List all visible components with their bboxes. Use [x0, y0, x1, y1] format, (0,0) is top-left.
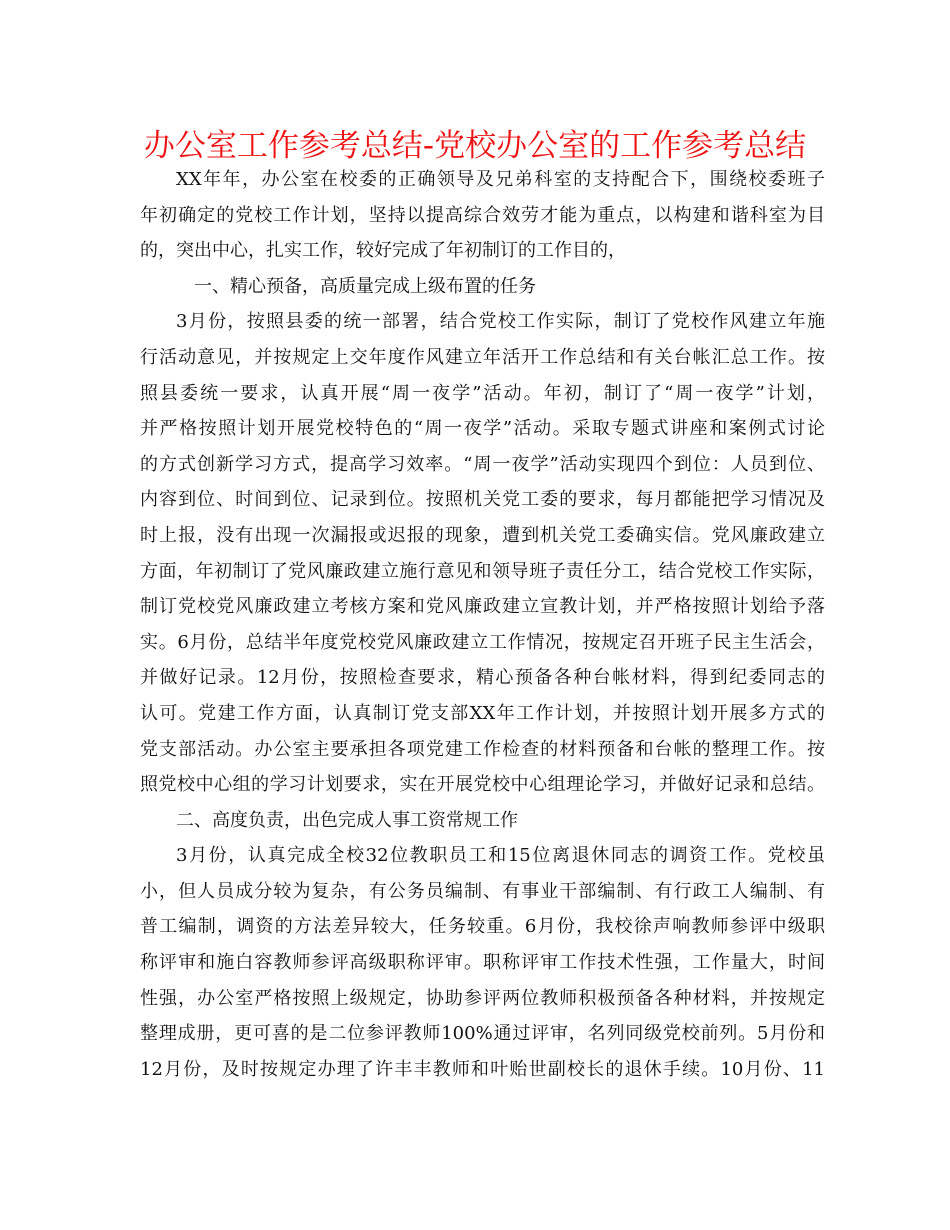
paragraph-line: 行活动意见，并按规定上交年度作风建立年活开工作总结和有关台帐汇总工作。按 — [140, 346, 825, 368]
paragraph-line: 3月份，按照县委的统一部署，结合党校工作实际，制订了党校作风建立年施 — [176, 311, 825, 333]
paragraph-line: 时上报，没有出现一次漏报或迟报的现象，遭到机关党工委确实信。党风廉政建立 — [140, 524, 825, 546]
paragraph-line: 称评审和施白容教师参评高级职称评审。职称评审工作技术性强，工作量大，时间 — [140, 952, 825, 974]
paragraph-line: 的，突出中心，扎实工作，较好完成了年初制订的工作目的， — [140, 240, 626, 262]
paragraph-line: 3月份，认真完成全校32位教职员工和15位离退休同志的调资工作。党校虽 — [176, 845, 825, 867]
paragraph-line: 普工编制，调资的方法差异较大，任务较重。6月份，我校徐声响教师参评中级职 — [140, 916, 825, 938]
paragraph-line: 二、高度负责，出色完成人事工资常规工作 — [176, 809, 518, 831]
paragraph-line: 12月份，及时按规定办理了许丰丰教师和叶贻世副校长的退休手续。10月份、11 — [140, 1058, 825, 1080]
document-body — [140, 162, 825, 1087]
paragraph-line: 年初确定的党校工作计划，坚持以提高综合效劳才能为重点，以构建和谐科室为目 — [140, 204, 825, 226]
paragraph-line: 认可。党建工作方面，认真制订党支部XX年工作计划，并按照计划开展多方式的 — [140, 702, 825, 724]
paragraph-line: 内容到位、时间到位、记录到位。按照机关党工委的要求，每月都能把学习情况及 — [140, 489, 825, 511]
paragraph-line: 方面，年初制订了党风廉政建立施行意见和领导班子责任分工，结合党校工作实际， — [140, 560, 825, 582]
document-title: 办公室工作参考总结-党校办公室的工作参考总结 — [143, 128, 807, 164]
paragraph-line: 整理成册，更可喜的是二位参评教师100%通过评审，名列同级党校前列。5月份和 — [140, 1023, 825, 1045]
paragraph-line: 制订党校党风廉政建立考核方案和党风廉政建立宣教计划，并严格按照计划给予落 — [140, 596, 825, 618]
paragraph-line: 的方式创新学习方式，提高学习效率。“周一夜学”活动实现四个到位：人员到位、 — [140, 453, 825, 475]
paragraph-line: 并严格按照计划开展党校特色的“周一夜学”活动。采取专题式讲座和案例式讨论 — [140, 418, 825, 440]
paragraph-line: 实。6月份，总结半年度党校党风廉政建立工作情况，按规定召开班子民主生活会， — [140, 631, 825, 653]
paragraph-line: 党支部活动。办公室主要承担各项党建工作检查的材料预备和台帐的整理工作。按 — [140, 738, 825, 760]
paragraph-line: 照县委统一要求，认真开展“周一夜学”活动。年初，制订了“周一夜学”计划， — [140, 382, 825, 404]
paragraph-line: 并做好记录。12月份，按照检查要求，精心预备各种台帐材料，得到纪委同志的 — [140, 667, 825, 689]
paragraph-line: 性强，办公室严格按照上级规定，协助参评两位教师积极预备各种材料，并按规定 — [140, 987, 825, 1009]
paragraph-line: XX年年，办公室在校委的正确领导及兄弟科室的支持配合下，围绕校委班子 — [176, 169, 825, 190]
paragraph-line: 一、精心预备，高质量完成上级布置的任务 — [194, 275, 536, 297]
paragraph-line: 照党校中心组的学习计划要求，实在开展党校中心组理论学习，并做好记录和总结。 — [140, 774, 825, 796]
paragraph-line: 小，但人员成分较为复杂，有公务员编制、有事业干部编制、有行政工人编制、有 — [140, 880, 825, 902]
